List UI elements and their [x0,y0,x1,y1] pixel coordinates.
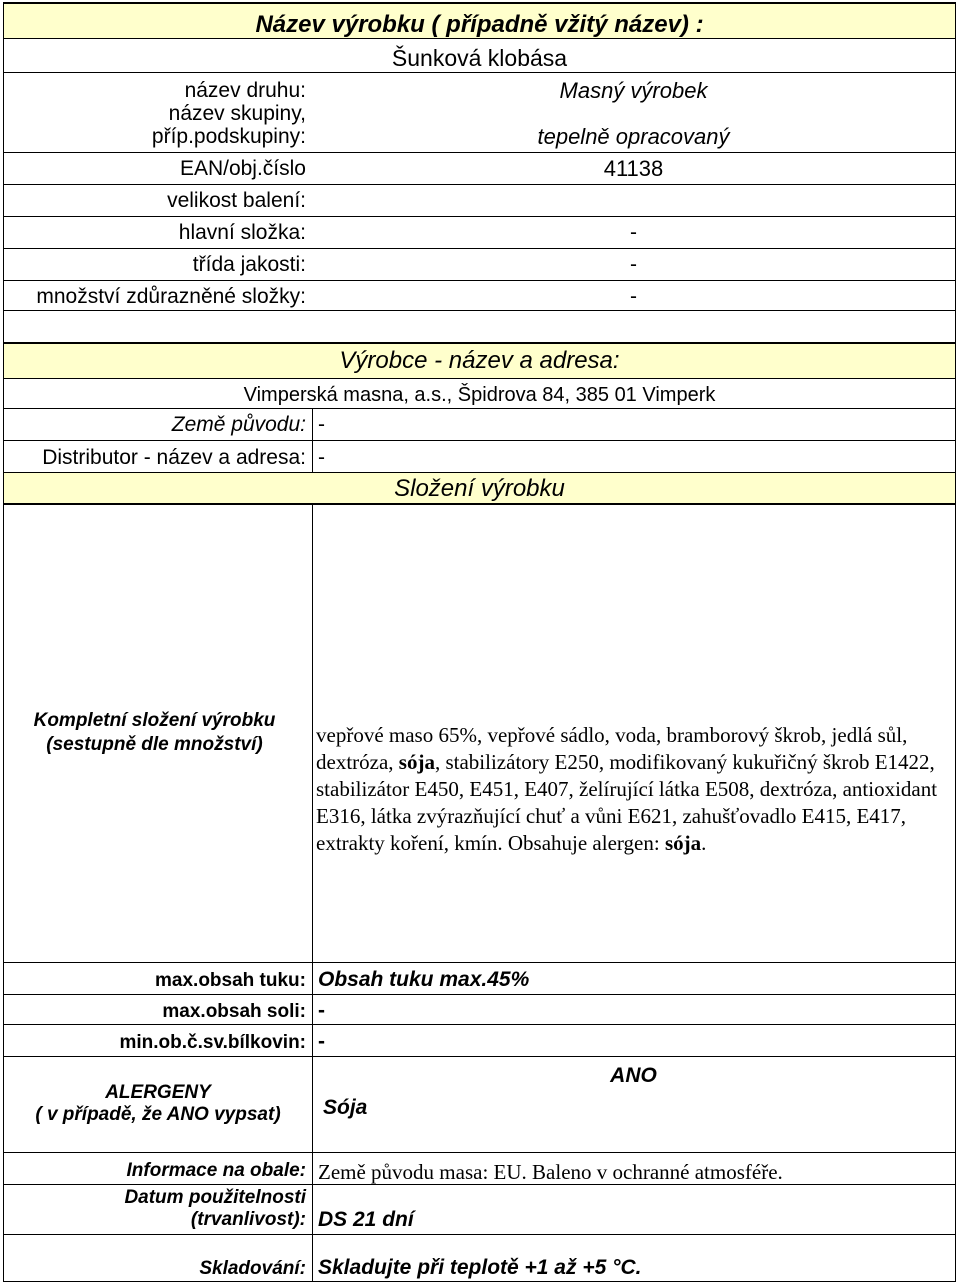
composition-text-part2: , stabilizátory E250, modifikovaný kukuřičný škrob E1422, stabilizátor E450, E451, E407, želírující látka E508, dextróza, antioxidant E316, látka zvýrazňující chuť a vůni E621, zahušťovadlo E415, E417, extrakty koření, kmín. Obsahuje alergen: [316,750,938,855]
ean-value: 41138 [603,156,664,181]
row-line [3,280,956,281]
bilkovin-value: - [318,1030,325,1053]
skupina-value: tepelně opracovaný [537,124,730,149]
allergen-highlight: sója [398,750,435,774]
tuk-label: max.obsah tuku: [155,970,306,991]
druh-value: Masný výrobek [559,78,708,103]
row-line [3,962,956,963]
composition-text-part3: . [701,831,707,855]
distributor-value: - [318,446,325,469]
row-line [3,408,956,409]
row-line [3,994,956,995]
ean-label: EAN/obj.číslo [179,157,306,180]
allergens-label-line2: ( v případě, že ANO vypsat) [35,1104,281,1125]
row-line [3,1056,956,1057]
row-line [3,152,956,153]
origin-label: Země původu: [171,413,306,436]
column-divider [312,503,313,1282]
composition-label-line1: Kompletní složení výrobku [33,710,276,731]
right-border [955,2,956,1282]
origin-value: - [318,413,325,436]
row-line [3,342,956,344]
baleni-label: velikost balení: [167,189,306,212]
row-line [3,2,956,4]
distributor-label: Distributor - název a adresa: [42,446,306,469]
allergens-value: Sója [323,1096,368,1119]
datum-value: DS 21 dní [318,1208,414,1231]
column-divider [312,408,313,472]
sul-value: - [318,999,325,1022]
row-line [3,72,956,73]
datum-label-line2: (trvanlivost): [190,1209,306,1230]
druh-label: název druhu: [184,79,306,102]
row-line [3,1024,956,1025]
composition-label-line2: (sestupně dle množství) [46,734,263,755]
allergens-label-line1: ALERGENY [105,1082,211,1103]
datum-label-line1: Datum použitelnosti [124,1187,306,1208]
product-spec-sheet [3,2,956,1282]
producer-title: Výrobce - název a adresa: [339,347,620,374]
allergen-highlight: sója [664,831,702,855]
allergens-answer: ANO [610,1064,657,1087]
row-line [3,184,956,185]
skladovani-label: Skladování: [199,1258,306,1279]
composition-title: Složení výrobku [394,475,565,502]
skupina-label-line1: název skupiny, [168,102,306,125]
row-line [3,310,956,311]
mnozstvi-value: - [630,285,637,308]
row-line [3,216,956,217]
hlavni-label: hlavní složka: [178,221,306,244]
hlavni-value: - [630,221,637,244]
row-line [3,440,956,441]
jakost-label: třída jakosti: [192,253,306,276]
row-line [3,1234,956,1235]
skladovani-value: Skladujte při teplotě +1 až +5 °C. [318,1256,642,1279]
row-line [3,38,956,39]
skupina-label-line2: příp.podskupiny: [151,125,306,148]
row-line [3,378,956,379]
row-line [3,472,956,473]
sul-label: max.obsah soli: [162,1001,306,1022]
info-value: Země původu masa: EU. Baleno v ochranné atmosféře. [318,1160,783,1184]
page-title: Název výrobku ( případně vžitý název) : [255,11,704,38]
mnozstvi-label: množství zdůrazněné složky: [36,285,306,308]
bilkovin-label: min.ob.č.sv.bílkovin: [119,1032,306,1053]
info-label: Informace na obale: [126,1160,306,1181]
row-line [3,1281,956,1282]
jakost-value: - [630,253,637,276]
row-line [3,503,956,505]
tuk-value: Obsah tuku max.45% [318,968,530,991]
producer-address: Vimperská masna, a.s., Špidrova 84, 385 01 Vimperk [243,384,716,406]
composition-text-part1: vepřové maso 65%, vepřové sádlo, voda, bramborový škrob, jedlá sůl, dextróza, [316,723,908,774]
row-line [3,248,956,249]
product-name: Šunková klobása [391,45,568,71]
row-line [3,1152,956,1153]
composition-text [316,722,951,857]
